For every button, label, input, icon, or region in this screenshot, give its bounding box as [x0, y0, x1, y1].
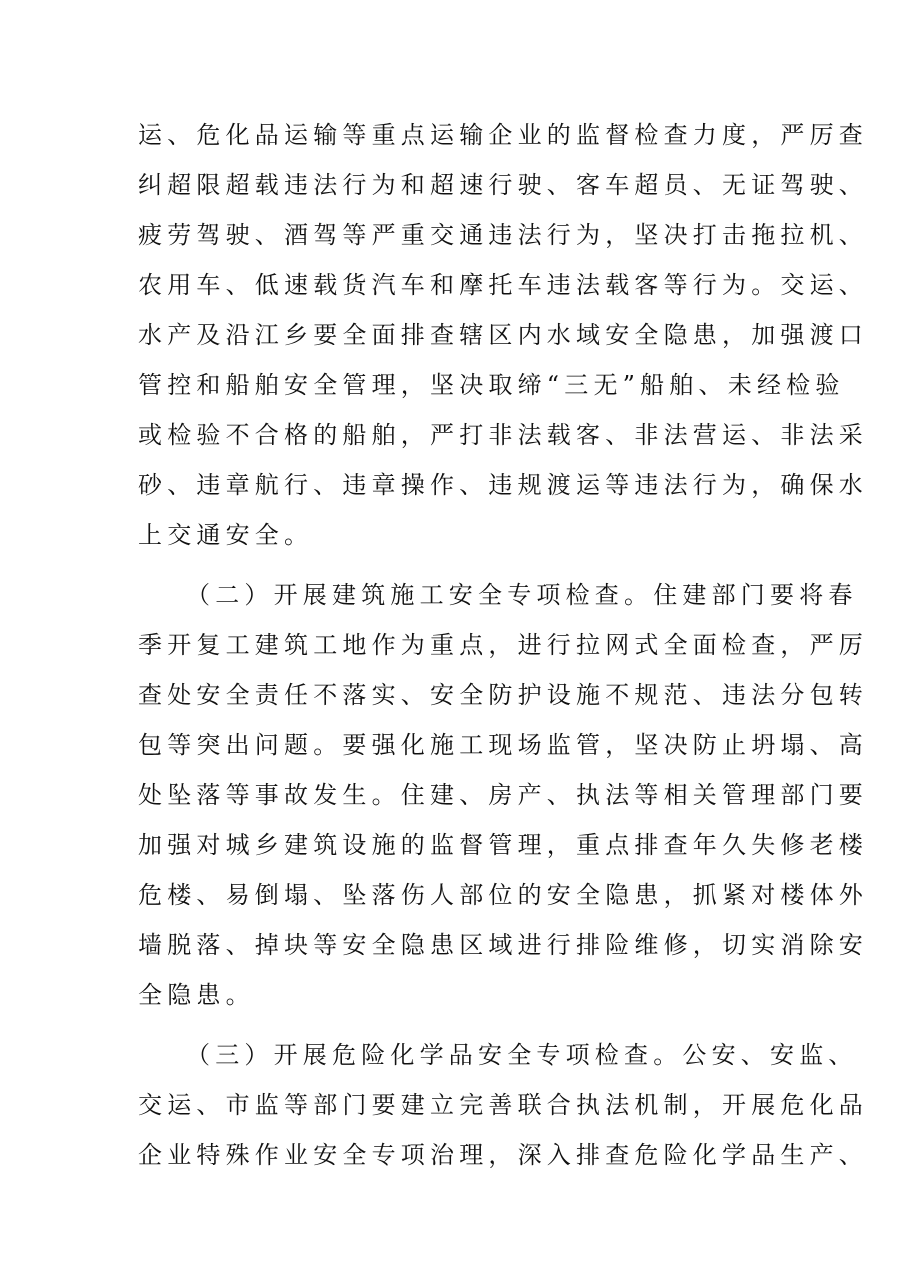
- text-line: 砂、违章航行、违章操作、违规渡运等违法行为，确保水: [138, 471, 868, 499]
- paragraph-hazardous-chemicals: [138, 1030, 868, 1180]
- text-line: 上交通安全。: [138, 521, 314, 549]
- text-line: 包等突出问题。要强化施工现场监管，坚决防止坍塌、高: [138, 731, 868, 759]
- document-body: [138, 110, 868, 1180]
- text-line: （三）开展危险化学品安全专项检查。公安、安监、: [186, 1041, 858, 1069]
- text-line: 疲劳驾驶、酒驾等严重交通违法行为，坚决打击拖拉机、: [138, 221, 868, 249]
- text-line: （二）开展建筑施工安全专项检查。住建部门要将春: [186, 581, 858, 609]
- text-line: 运、危化品运输等重点运输企业的监督检查力度，严厉查: [138, 121, 868, 149]
- text-line: 查处安全责任不落实、安全防护设施不规范、违法分包转: [138, 681, 868, 709]
- text-line: 管控和船舶安全管理，坚决取缔“三无”船舶、未经检验: [138, 371, 845, 399]
- text-line: 交运、市监等部门要建立完善联合执法机制，开展危化品: [138, 1091, 868, 1119]
- text-line: 农用车、低速载货汽车和摩托车违法载客等行为。交运、: [138, 271, 868, 299]
- text-line: 水产及沿江乡要全面排查辖区内水域安全隐患，加强渡口: [138, 321, 868, 349]
- text-line: 纠超限超载违法行为和超速行驶、客车超员、无证驾驶、: [138, 171, 868, 199]
- paragraph-traffic-safety: [138, 110, 868, 560]
- paragraph-spacer: [138, 560, 778, 570]
- text-line: 或检验不合格的船舶，严打非法载客、非法营运、非法采: [138, 421, 868, 449]
- text-line: 处坠落等事故发生。住建、房产、执法等相关管理部门要: [138, 781, 868, 809]
- text-line: 加强对城乡建筑设施的监督管理，重点排查年久失修老楼: [138, 831, 868, 859]
- text-line: 墙脱落、掉块等安全隐患区域进行排险维修，切实消除安: [138, 931, 868, 959]
- text-line: 全隐患。: [138, 981, 255, 1009]
- text-line: 季开复工建筑工地作为重点，进行拉网式全面检查，严厉: [138, 631, 868, 659]
- text-line: 企业特殊作业安全专项治理，深入排查危险化学品生产、: [138, 1141, 868, 1169]
- paragraph-spacer: [138, 1020, 778, 1030]
- paragraph-construction-safety: [138, 570, 868, 1020]
- text-line: 危楼、易倒塌、坠落伤人部位的安全隐患，抓紧对楼体外: [138, 881, 868, 909]
